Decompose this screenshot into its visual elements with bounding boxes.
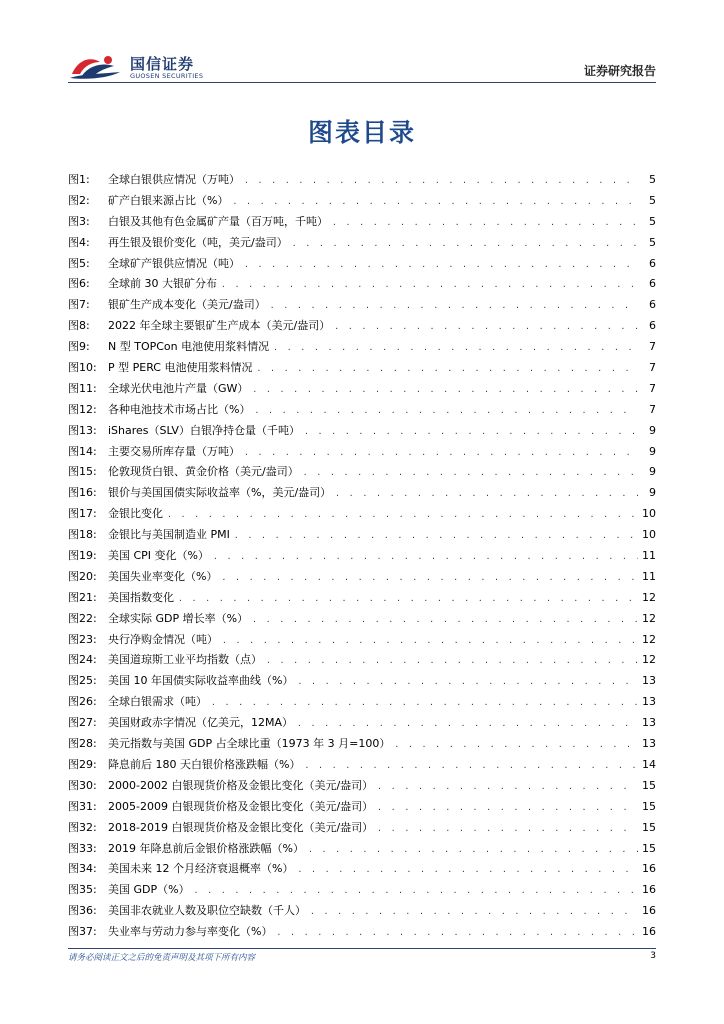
- toc-page-number: 16: [642, 925, 656, 939]
- toc-dot-leader: [332, 213, 638, 234]
- toc-figure-title: 再生银及银价变化（吨，美元/盎司）: [108, 235, 288, 249]
- toc-figure-title: 主要交易所库存量（万吨）: [108, 444, 240, 458]
- toc-figure-title: 2022 年全球主要银矿生产成本（美元/盎司）: [108, 319, 331, 333]
- toc-figure-number: 图9:: [68, 340, 90, 354]
- toc-page-number: 13: [642, 737, 656, 751]
- toc-figure-title: 美国失业率变化（%）: [108, 569, 218, 583]
- toc-page-number: 11: [642, 569, 656, 583]
- toc-page-number: 9: [649, 444, 656, 458]
- toc-page-number: 13: [642, 695, 656, 709]
- toc-entry[interactable]: [68, 901, 656, 922]
- toc-figure-number: 图28:: [68, 737, 97, 751]
- toc-figure-number: 图18:: [68, 528, 97, 542]
- toc-entry[interactable]: [68, 316, 656, 337]
- toc-figure-number: 图35:: [68, 883, 97, 897]
- toc-figure-title: 银矿生产成本变化（美元/盎司）: [108, 298, 266, 312]
- toc-figure-title: 美元指数与美国 GDP 占全球比重（1973 年 3 月=100）: [108, 737, 391, 751]
- toc-page-number: 16: [642, 904, 656, 918]
- toc-page-number: 6: [649, 277, 656, 291]
- toc-entry[interactable]: [68, 191, 656, 212]
- toc-entry[interactable]: [68, 922, 656, 943]
- toc-page-number: 5: [649, 193, 656, 207]
- toc-dot-leader: [394, 735, 638, 756]
- toc-figure-number: 图22:: [68, 611, 97, 625]
- toc-figure-number: 图34:: [68, 862, 97, 876]
- toc-figure-title: 银价与美国国债实际收益率（%，美元/盎司）: [108, 486, 332, 500]
- toc-dot-leader: [377, 798, 638, 819]
- toc-entry[interactable]: [68, 692, 656, 713]
- toc-figure-number: 图23:: [68, 632, 97, 646]
- toc-figure-number: 图2:: [68, 193, 90, 207]
- toc-entry[interactable]: [68, 630, 656, 651]
- toc-entry[interactable]: [68, 379, 656, 400]
- toc-figure-title: 美国道琼斯工业平均指数（点）: [108, 653, 262, 667]
- footer-divider: [68, 948, 656, 949]
- toc-page-number: 10: [642, 507, 656, 521]
- toc-page-number: 14: [642, 757, 656, 771]
- toc-figure-number: 图21:: [68, 590, 97, 604]
- toc-entry[interactable]: [68, 254, 656, 275]
- toc-page-number: 7: [649, 361, 656, 375]
- toc-page-number: 15: [642, 820, 656, 834]
- toc-dot-leader: [297, 714, 638, 735]
- toc-figure-title: 美国 CPI 变化（%）: [108, 549, 210, 563]
- toc-dot-leader: [335, 484, 638, 505]
- toc-dot-leader: [273, 338, 638, 359]
- figure-table-of-contents: [68, 170, 656, 943]
- toc-entry[interactable]: [68, 734, 656, 755]
- toc-entry[interactable]: [68, 483, 656, 504]
- toc-page-number: 12: [642, 590, 656, 604]
- toc-figure-number: 图14:: [68, 444, 97, 458]
- toc-page-number: 13: [642, 674, 656, 688]
- toc-dot-leader: [244, 171, 638, 192]
- toc-figure-title: 各种电池技术市场占比（%）: [108, 402, 251, 416]
- toc-figure-number: 图37:: [68, 925, 97, 939]
- toc-figure-number: 图7:: [68, 298, 90, 312]
- toc-entry[interactable]: [68, 295, 656, 316]
- page-number: 3: [650, 951, 656, 961]
- toc-entry[interactable]: [68, 609, 656, 630]
- toc-entry[interactable]: [68, 546, 656, 567]
- page-title: 图表目录: [307, 118, 416, 147]
- toc-figure-title: 2019 年降息前后金银价格涨跌幅（%）: [108, 841, 304, 855]
- toc-dot-leader: [276, 923, 638, 944]
- toc-figure-number: 图4:: [68, 235, 90, 249]
- toc-figure-title: 美国财政赤字情况（亿美元，12MA）: [108, 716, 294, 730]
- toc-entry[interactable]: [68, 233, 656, 254]
- toc-figure-number: 图31:: [68, 799, 97, 813]
- toc-dot-leader: [178, 589, 638, 610]
- toc-figure-number: 图13:: [68, 423, 97, 437]
- toc-dot-leader: [252, 610, 638, 631]
- toc-page-number: 16: [642, 883, 656, 897]
- logo-english-name: GUOSEN SECURITIES: [130, 72, 204, 80]
- guosen-logo-mark-icon: [68, 52, 124, 82]
- toc-page-number: 12: [642, 632, 656, 646]
- toc-entry[interactable]: [68, 839, 656, 860]
- toc-figure-number: 图16:: [68, 486, 97, 500]
- toc-figure-title: N 型 TOPCon 电池使用浆料情况: [108, 340, 270, 354]
- toc-page-number: 15: [642, 841, 656, 855]
- toc-figure-number: 图32:: [68, 820, 97, 834]
- toc-dot-leader: [254, 401, 638, 422]
- toc-figure-number: 图6:: [68, 277, 90, 291]
- toc-entry[interactable]: [68, 797, 656, 818]
- toc-figure-number: 图19:: [68, 549, 97, 563]
- page-header: [68, 50, 656, 86]
- header-divider: [68, 82, 656, 83]
- toc-figure-number: 图25:: [68, 674, 97, 688]
- toc-dot-leader: [304, 756, 638, 777]
- toc-figure-title: 金银比变化: [108, 507, 163, 521]
- toc-figure-number: 图10:: [68, 361, 97, 375]
- toc-entry[interactable]: [68, 442, 656, 463]
- toc-figure-number: 图15:: [68, 465, 97, 479]
- toc-dot-leader: [310, 902, 638, 923]
- toc-entry[interactable]: [68, 170, 656, 191]
- toc-figure-title: 2000-2002 白银现货价格及金银比变化（美元/盎司）: [108, 778, 374, 792]
- toc-page-number: 12: [642, 653, 656, 667]
- toc-dot-leader: [266, 651, 638, 672]
- toc-entry[interactable]: [68, 421, 656, 442]
- toc-figure-title: iShares（SLV）白银净持仓量（千吨）: [108, 423, 300, 437]
- toc-figure-number: 图36:: [68, 904, 97, 918]
- toc-dot-leader: [377, 819, 638, 840]
- toc-dot-leader: [234, 526, 638, 547]
- toc-figure-title: 失业率与劳动力参与率变化（%）: [108, 925, 273, 939]
- toc-figure-title: 金银比与美国制造业 PMI: [108, 528, 230, 542]
- toc-entry[interactable]: [68, 880, 656, 901]
- toc-figure-title: 全球白银需求（吨）: [108, 695, 207, 709]
- toc-page-number: 5: [649, 214, 656, 228]
- toc-dot-leader: [297, 672, 638, 693]
- toc-page-number: 5: [649, 173, 656, 186]
- toc-entry[interactable]: [68, 337, 656, 358]
- toc-entry[interactable]: [68, 567, 656, 588]
- toc-figure-title: 全球白银供应情况（万吨）: [108, 173, 240, 186]
- toc-figure-title: 降息前后 180 天白银价格涨跌幅（%）: [108, 757, 301, 771]
- toc-entry[interactable]: [68, 650, 656, 671]
- toc-dot-leader: [194, 881, 638, 902]
- toc-entry[interactable]: [68, 504, 656, 525]
- toc-entry[interactable]: [68, 274, 656, 295]
- toc-figure-title: 美国未来 12 个月经济衰退概率（%）: [108, 862, 294, 876]
- toc-figure-number: 图30:: [68, 778, 97, 792]
- toc-figure-number: 图17:: [68, 507, 97, 521]
- toc-dot-leader: [211, 693, 638, 714]
- toc-page-number: 7: [649, 340, 656, 354]
- toc-entry[interactable]: [68, 400, 656, 421]
- toc-page-number: 5: [649, 235, 656, 249]
- guosen-logo: [68, 50, 208, 84]
- toc-entry[interactable]: [68, 525, 656, 546]
- toc-figure-number: 图8:: [68, 319, 90, 333]
- toc-figure-title: 美国 10 年国债实际收益率曲线（%）: [108, 674, 294, 688]
- toc-figure-title: 美国 GDP（%）: [108, 883, 190, 897]
- toc-page-number: 16: [642, 862, 656, 876]
- toc-page-number: 15: [642, 799, 656, 813]
- toc-figure-number: 图33:: [68, 841, 97, 855]
- toc-dot-leader: [308, 840, 638, 861]
- toc-figure-title: 全球前 30 大银矿分布: [108, 277, 217, 291]
- toc-figure-title: 央行净购金情况（吨）: [108, 632, 218, 646]
- toc-page-number: 9: [649, 486, 656, 500]
- toc-figure-title: 2018-2019 白银现货价格及金银比变化（美元/盎司）: [108, 820, 374, 834]
- footer-disclaimer: 请务必阅读正文之后的免责声明及其项下所有内容: [68, 953, 256, 963]
- toc-figure-title: 2005-2009 白银现货价格及金银比变化（美元/盎司）: [108, 799, 374, 813]
- toc-page-number: 11: [642, 549, 656, 563]
- toc-dot-leader: [213, 547, 638, 568]
- toc-page-number: 6: [649, 298, 656, 312]
- toc-entry[interactable]: [68, 588, 656, 609]
- toc-figure-title: 矿产白银来源占比（%）: [108, 193, 229, 207]
- toc-dot-leader: [292, 234, 638, 255]
- toc-dot-leader: [244, 443, 638, 464]
- toc-page-number: 7: [649, 402, 656, 416]
- toc-dot-leader: [221, 568, 638, 589]
- toc-figure-number: 图3:: [68, 214, 90, 228]
- toc-dot-leader: [221, 275, 638, 296]
- toc-figure-number: 图5:: [68, 256, 90, 270]
- toc-dot-leader: [297, 860, 638, 881]
- toc-dot-leader: [256, 359, 638, 380]
- toc-figure-number: 图20:: [68, 569, 97, 583]
- toc-figure-number: 图11:: [68, 381, 97, 395]
- logo-chinese-name: 国信证券: [130, 55, 195, 73]
- toc-figure-title: 美国指数变化: [108, 590, 174, 604]
- toc-page-number: 7: [649, 381, 656, 395]
- toc-page-number: 9: [649, 465, 656, 479]
- toc-figure-title: 全球光伏电池片产量（GW）: [108, 381, 249, 395]
- toc-entry[interactable]: [68, 859, 656, 880]
- toc-figure-title: 伦敦现货白银、黄金价格（美元/盎司）: [108, 465, 299, 479]
- toc-dot-leader: [244, 255, 638, 276]
- toc-dot-leader: [304, 422, 638, 443]
- toc-entry[interactable]: [68, 462, 656, 483]
- toc-figure-number: 图27:: [68, 716, 97, 730]
- toc-page-number: 15: [642, 778, 656, 792]
- toc-figure-title: 全球矿产银供应情况（吨）: [108, 256, 240, 270]
- toc-dot-leader: [252, 380, 638, 401]
- toc-figure-number: 图29:: [68, 757, 97, 771]
- toc-figure-title: 白银及其他有色金属矿产量（百万吨，千吨）: [108, 214, 328, 228]
- toc-page-number: 6: [649, 256, 656, 270]
- toc-dot-leader: [232, 192, 638, 213]
- toc-page-number: 13: [642, 716, 656, 730]
- toc-figure-number: 图26:: [68, 695, 97, 709]
- toc-entry[interactable]: [68, 212, 656, 233]
- toc-entry[interactable]: [68, 755, 656, 776]
- toc-entry[interactable]: [68, 776, 656, 797]
- toc-dot-leader: [167, 505, 638, 526]
- toc-dot-leader: [222, 631, 638, 652]
- toc-page-number: 10: [642, 528, 656, 542]
- toc-entry[interactable]: [68, 818, 656, 839]
- toc-dot-leader: [377, 777, 638, 798]
- toc-figure-number: 图24:: [68, 653, 97, 667]
- toc-figure-number: 图12:: [68, 402, 97, 416]
- toc-page-number: 6: [649, 319, 656, 333]
- toc-figure-title: 全球实际 GDP 增长率（%）: [108, 611, 249, 625]
- toc-figure-title: 美国非农就业人数及职位空缺数（千人）: [108, 904, 306, 918]
- toc-page-number: 9: [649, 423, 656, 437]
- toc-dot-leader: [334, 317, 638, 338]
- toc-entry[interactable]: [68, 671, 656, 692]
- report-type-label: 证券研究报告: [583, 64, 656, 78]
- toc-figure-number: 图1:: [68, 173, 90, 186]
- toc-dot-leader: [270, 296, 638, 317]
- toc-dot-leader: [303, 463, 638, 484]
- toc-figure-title: P 型 PERC 电池使用浆料情况: [108, 361, 253, 375]
- toc-entry[interactable]: [68, 713, 656, 734]
- toc-page-number: 12: [642, 611, 656, 625]
- toc-entry[interactable]: [68, 358, 656, 379]
